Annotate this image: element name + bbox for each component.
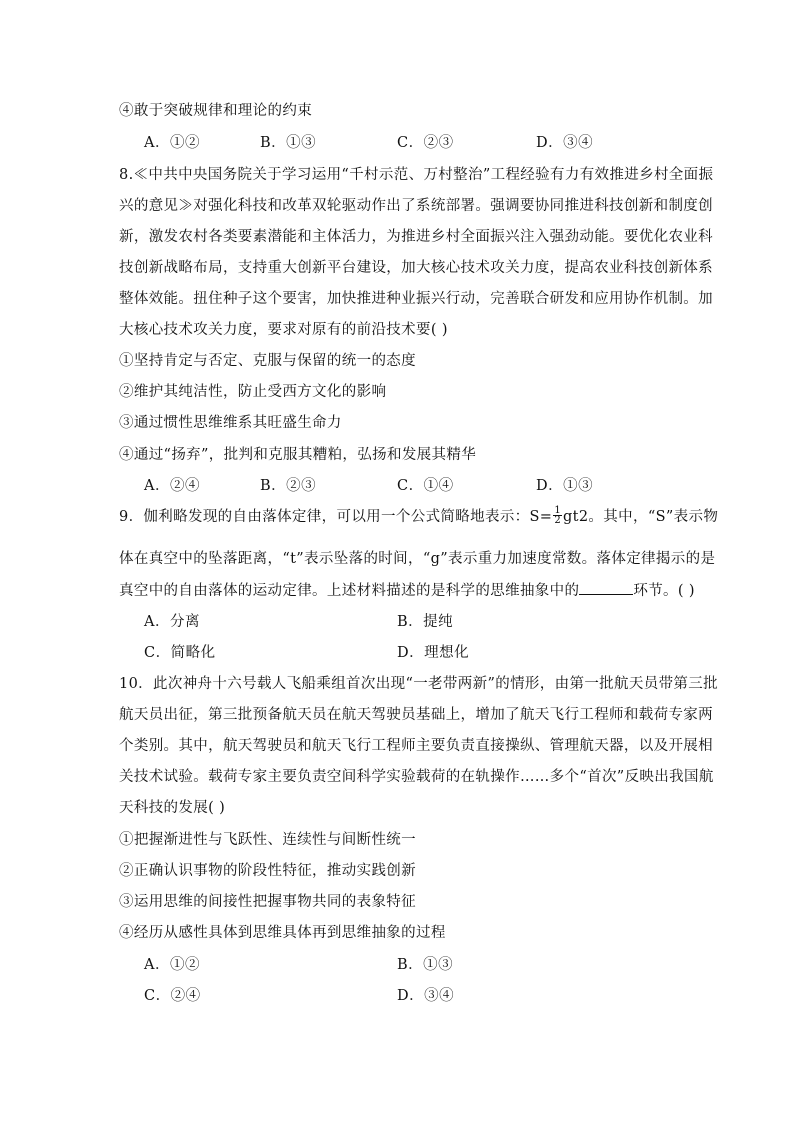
q10-option-a: A．①② — [144, 957, 200, 973]
q10-item-4: ④经历从感性具体到思维具体再到思维抽象的过程 — [119, 925, 446, 941]
q9-stem-line-1-tail: gt2。其中，“S”表示物 — [563, 509, 719, 525]
q10-stem-line-4: 关技术试验。载荷专家主要负责空间科学实验载荷的在轨操作……多个“首次”反映出我国航 — [119, 769, 714, 785]
q10-option-b: B．①③ — [397, 957, 454, 973]
fraction-numerator: 1 — [554, 504, 562, 516]
q8-stem-line-5: 整体效能。扭住种子这个要害，加快推进种业振兴行动，完善联合研发和应用协作机制。加 — [119, 291, 713, 307]
q9-stem-line-3 — [119, 580, 695, 601]
q8-stem-line-4: 技创新战略布局，支持重大创新平台建设，加大核心技术攻关力度，提高农业科技创新体系 — [119, 260, 713, 276]
q7-option-c: C．②③ — [397, 135, 454, 151]
q8-stem-line-2: 兴的意见≫对强化科技和改革双轮驱动作出了系统部署。强调要协同推进科技创新和制度创 — [119, 198, 713, 214]
q8-item-1: ①坚持肯定与否定、克服与保留的统一的态度 — [119, 353, 416, 369]
fraction-denominator: 2 — [554, 514, 562, 526]
q8-stem-line-1: 8.≪中共中央国务院关于学习运用“千村示范、万村整治”工程经验有力有效推进乡村全面振 — [119, 167, 714, 183]
q10-stem-line-5: 天科技的发展( ) — [119, 800, 226, 816]
q9-option-c: C．简略化 — [144, 645, 216, 661]
q10-option-d: D．③④ — [397, 988, 455, 1004]
q9-stem-line-1 — [119, 504, 719, 527]
q10-item-2: ②正确认识事物的阶段性特征，推动实践创新 — [119, 863, 416, 879]
q10-item-1: ①把握渐进性与飞跃性、连续性与间断性统一 — [119, 832, 416, 848]
answer-blank — [579, 580, 633, 595]
q7-option-d: D．③④ — [536, 135, 594, 151]
q10-stem-line-2: 航天员出征，第三批预备航天员在航天驾驶员基础上，增加了航天飞行工程师和载荷专家两 — [119, 707, 713, 723]
q8-item-3: ③通过惯性思维维系其旺盛生命力 — [119, 415, 342, 431]
q8-item-4: ④通过“扬弃”，批判和克服其糟粕，弘扬和发展其精华 — [119, 447, 477, 463]
q9-stem-line-2: 体在真空中的坠落距离，“t”表示坠落的时间，“g”表示重力加速度常数。落体定律揭示的是 — [119, 551, 716, 567]
q7-item-4: ④敢于突破规律和理论的约束 — [119, 103, 313, 119]
q7-option-b: B．①③ — [260, 135, 317, 151]
q10-stem-line-1: 10．此次神舟十六号载人飞船乘组首次出现“一老带两新”的情形，由第一批航天员带第三批 — [119, 676, 718, 692]
q8-stem-line-3: 新，激发农村各类要素潜能和主体活力，为推进乡村全面振兴注入强劲动能。要优化农业科 — [119, 229, 713, 245]
q8-option-d: D．①③ — [536, 478, 594, 494]
q7-option-a: A．①② — [144, 135, 200, 151]
q8-item-2: ②维护其纯洁性，防止受西方文化的影响 — [119, 384, 387, 400]
q10-option-c: C．②④ — [144, 988, 201, 1004]
q9-stem-line-3-tail: 环节。( ) — [633, 583, 695, 599]
q9-option-d: D．理想化 — [397, 645, 470, 661]
q8-option-c: C．①④ — [397, 478, 454, 494]
q10-stem-line-3: 个类别。其中，航天驾驶员和航天飞行工程师主要负责直接操纵、管理航天器，以及开展相 — [119, 738, 713, 754]
q8-stem-line-6: 大核心技术攻关力度，要求对原有的前沿技术要( ) — [119, 322, 448, 338]
formula-fraction — [553, 506, 562, 525]
q8-option-a: A．②④ — [144, 478, 200, 494]
q8-option-b: B．②③ — [260, 478, 317, 494]
q9-option-b: B．提纯 — [397, 614, 454, 630]
q9-stem-line-1-text: 9．伽利略发现的自由落体定律，可以用一个公式简略地表示：S= — [119, 509, 553, 525]
q10-item-3: ③运用思维的间接性把握事物共同的表象特征 — [119, 894, 416, 910]
q9-stem-line-3-text: 真空中的自由落体的运动定律。上述材料描述的是科学的思维抽象中的 — [119, 583, 580, 599]
q9-option-a: A．分离 — [144, 614, 200, 630]
